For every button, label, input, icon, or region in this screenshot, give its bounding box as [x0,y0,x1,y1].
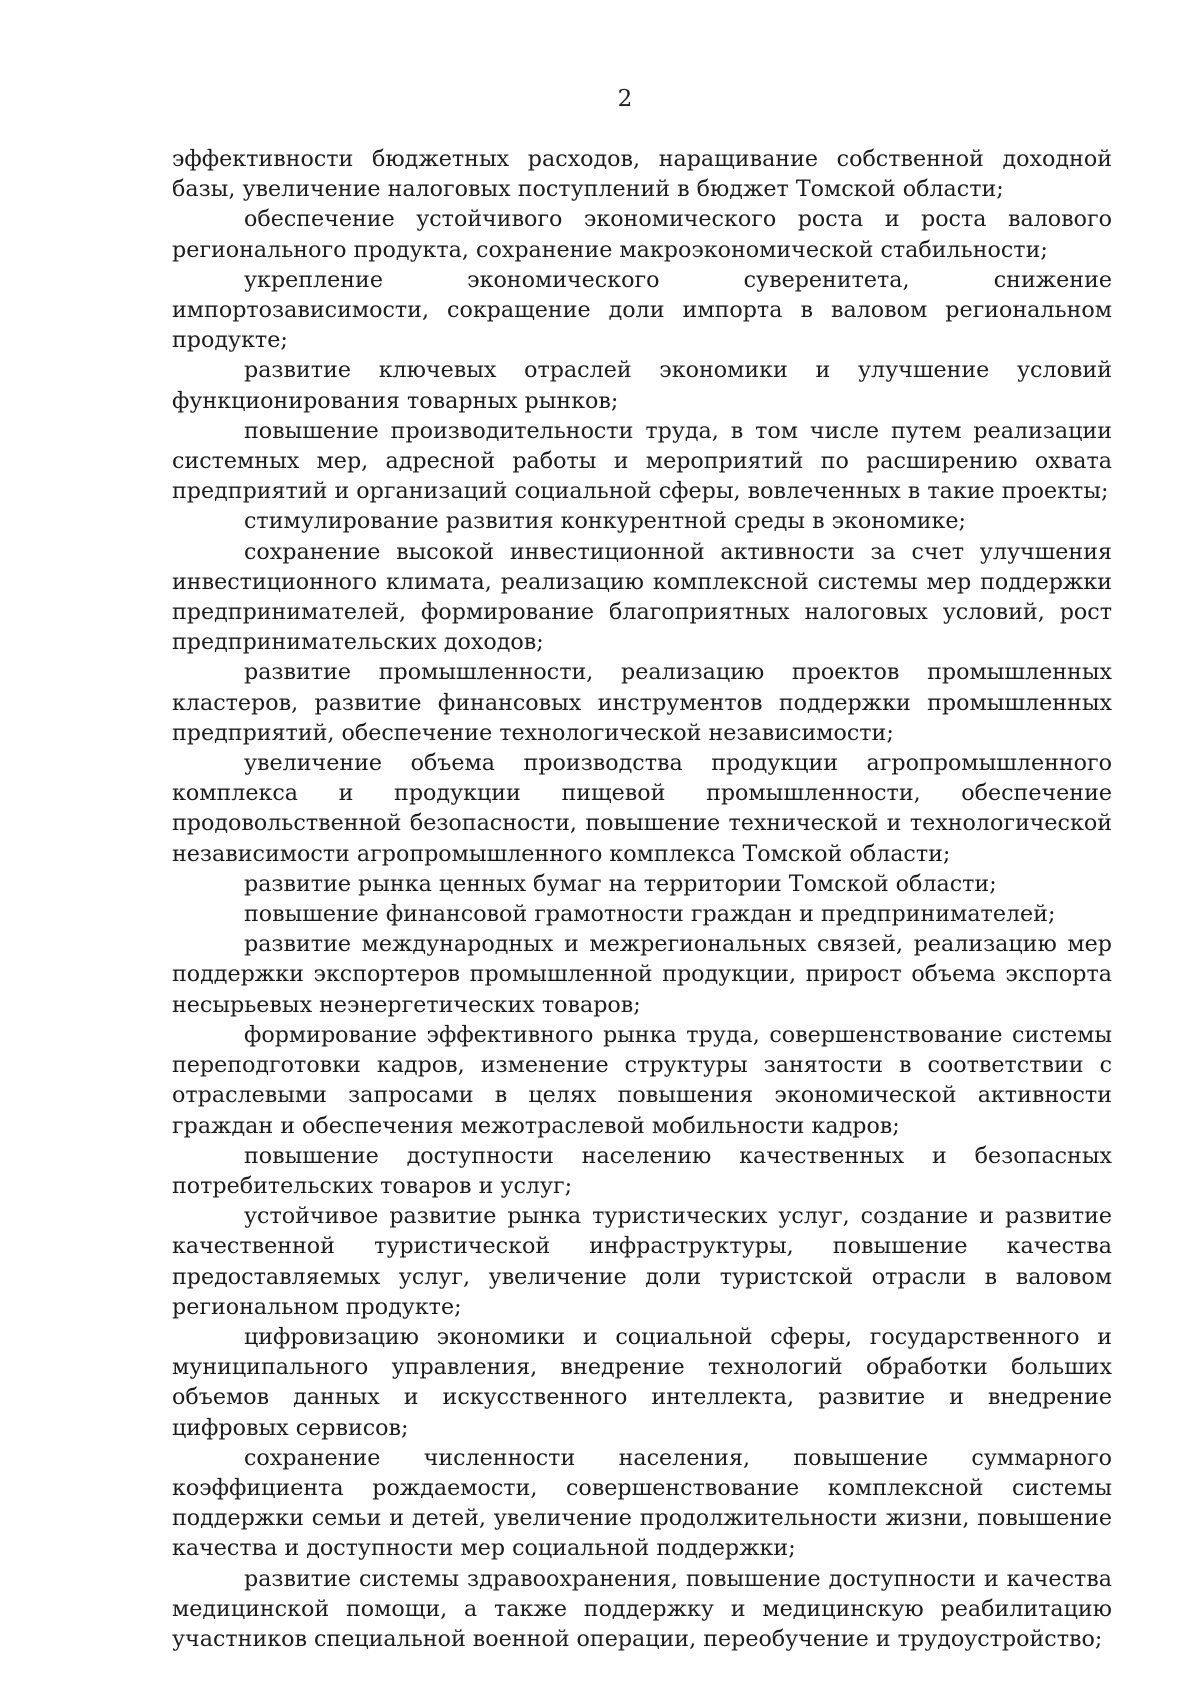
paragraph: повышение доступности населению качественных и безопасных потребительских товаров и услуг; [172,1142,1112,1199]
paragraph: повышение производительности труда, в том числе путем реализации системных мер, адресной работы и мероприятий по расширению охвата предприятий и организаций социальной сферы, вовлеченных в такие проекты; [172,417,1112,505]
paragraph: повышение финансовой грамотности граждан и предпринимателей; [244,901,1056,928]
paragraph: увеличение объема производства продукции агропромышленного комплекса и продукции пищевой промышленности, обеспечение продовольственной безопасности, повышение технической и технологической независимости агропромышленного комплекса Томской области; [172,750,1112,867]
paragraph: устойчивое развитие рынка туристических услуг, создание и развитие качественной туристической инфраструктуры, повышение качества предоставляемых услуг, увеличение доли туристской отрасли в валовом региональном продукте; [172,1203,1112,1320]
paragraph: развитие системы здравоохранения, повышение доступности и качества медицинской помощи, а также поддержку и медицинскую реабилитацию участников специальной военной операции, переобучение и трудоустройство; [172,1565,1112,1652]
paragraph: сохранение численности населения, повышение суммарного коэффициента рождаемости, совершенствование комплексной системы поддержки семьи и детей, увеличение продолжительности жизни, повышение качества и доступности мер социальной поддержки; [172,1444,1112,1562]
paragraph: развитие промышленности, реализацию проектов промышленных кластеров, развитие финансовых инструментов поддержки промышленных предприятий, обеспечение технологической независимости; [172,659,1112,746]
paragraph: цифровизацию экономики и социальной сферы, государственного и муниципального управления, внедрение технологий обработки больших объемов данных и искусственного интеллекта, развитие и внедрение цифровых сервисов; [172,1323,1112,1441]
paragraph: развитие рынка ценных бумаг на территории Томской области; [244,870,997,897]
paragraph: развитие международных и межрегиональных связей, реализацию мер поддержки экспортеров промышленной продукции, прирост объема экспорта несырьевых неэнергетических товаров; [172,931,1112,1018]
page-number: 2 [617,86,633,112]
paragraph: эффективности бюджетных расходов, наращивание собственной доходной базы, увеличение налоговых поступлений в бюджет Томской области; [172,146,1112,203]
document-body [172,144,1112,1654]
paragraph: укрепление экономического суверенитета, снижение импортозависимости, сокращение доли импорта в валовом региональном продукте; [172,266,1112,354]
paragraph: формирование эффективного рынка труда, совершенствование системы переподготовки кадров, изменение структуры занятости в соответствии с отраслевыми запросами в целях повышения экономической активности граждан и обеспечения межотраслевой мобильности кадров; [172,1021,1112,1139]
paragraph: развитие ключевых отраслей экономики и улучшение условий функционирования товарных рынков; [172,357,1112,414]
paragraph: обеспечение устойчивого экономического роста и роста валового регионального продукта, сохранение макроэкономической стабильности; [172,206,1112,263]
paragraph: стимулирование развития конкурентной среды в экономике; [244,508,966,535]
paragraph: сохранение высокой инвестиционной активности за счет улучшения инвестиционного климата, реализацию комплексной системы мер поддержки предпринимателей, формирование благоприятных налоговых условий, рост предпринимательских доходов; [172,538,1112,656]
